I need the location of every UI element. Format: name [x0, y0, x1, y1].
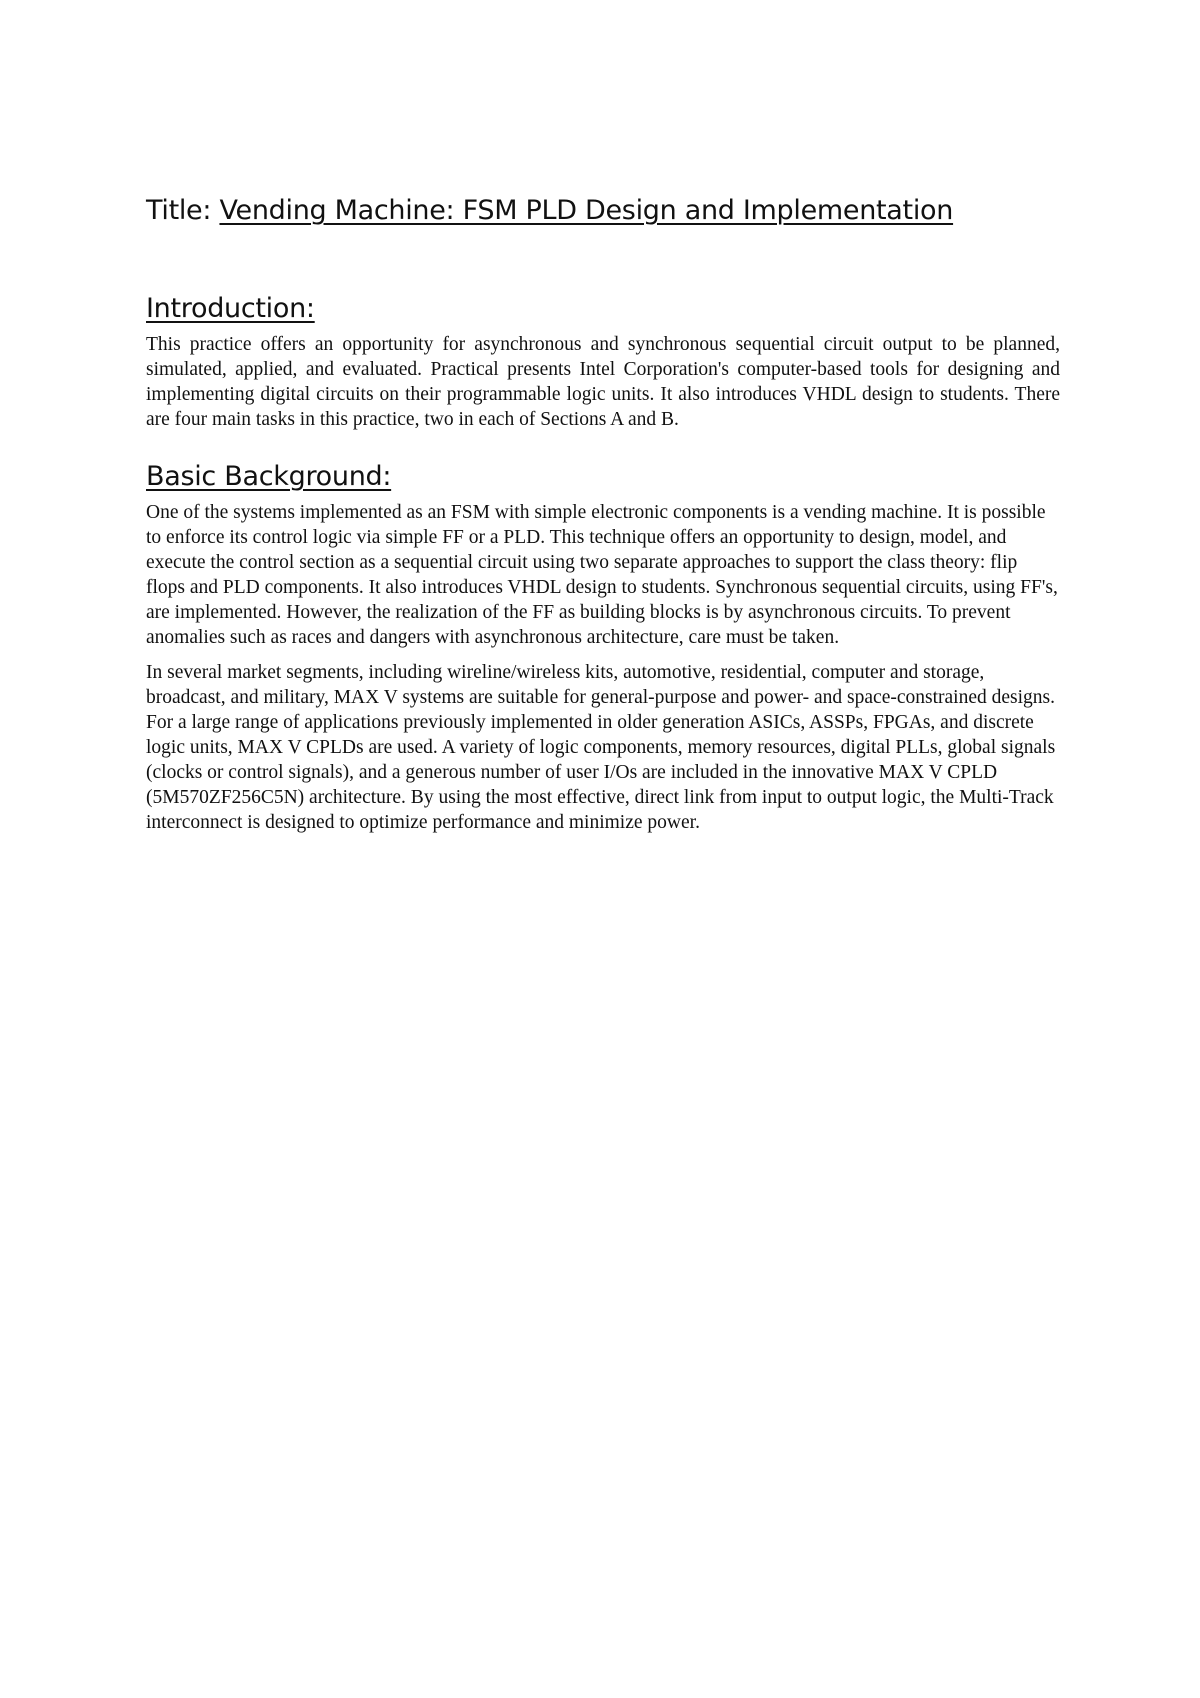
document-body [146, 192, 1060, 835]
introduction-heading: Introduction: [146, 293, 315, 324]
title-prefix: Title: [146, 195, 220, 226]
basic-background-heading: Basic Background: [146, 461, 392, 492]
introduction-paragraph: This practice offers an opportunity for asynchronous and synchronous sequential circuit output to be planned, simulated, applied, and evaluated. Practical presents Intel Corporation's computer-based tools for designing and implementing digital circuits on their programmable logic units. It also introduces VHDL design to students. There are four main tasks in this practice, two in each of Sections A and B. [146, 334, 1060, 430]
document-title [146, 192, 1060, 230]
background-paragraph-1: One of the systems implemented as an FSM with simple electronic components is a vending machine. It is possible to enforce its control logic via simple FF or a PLD. This technique offers an opportunity to design, model, and execute the control section as a sequential circuit using two separate approaches to support the class theory: flip flops and PLD components. It also introduces VHDL design to students. Synchronous sequential circuits, using FF's, are implemented. However, the realization of the FF as building blocks is by asynchronous circuits. To prevent anomalies such as races and dangers with asynchronous architecture, care must be taken. [146, 502, 1058, 648]
background-paragraph-2: In several market segments, including wireline/wireless kits, automotive, residential, computer and storage, broadcast, and military, MAX V systems are suitable for general-purpose and power- and space-constrained designs. For a large range of applications previously implemented in older generation ASICs, ASSPs, FPGAs, and discrete logic units, MAX V CPLDs are used. A variety of logic components, memory resources, digital PLLs, global signals (clocks or control signals), and a generous number of user I/Os are included in the innovative MAX V CPLD (5M570ZF256C5N) architecture. By using the most effective, direct link from input to output logic, the Multi-Track interconnect is designed to optimize performance and minimize power. [146, 662, 1056, 833]
title-text: Vending Machine: FSM PLD Design and Implementation [219, 195, 954, 226]
